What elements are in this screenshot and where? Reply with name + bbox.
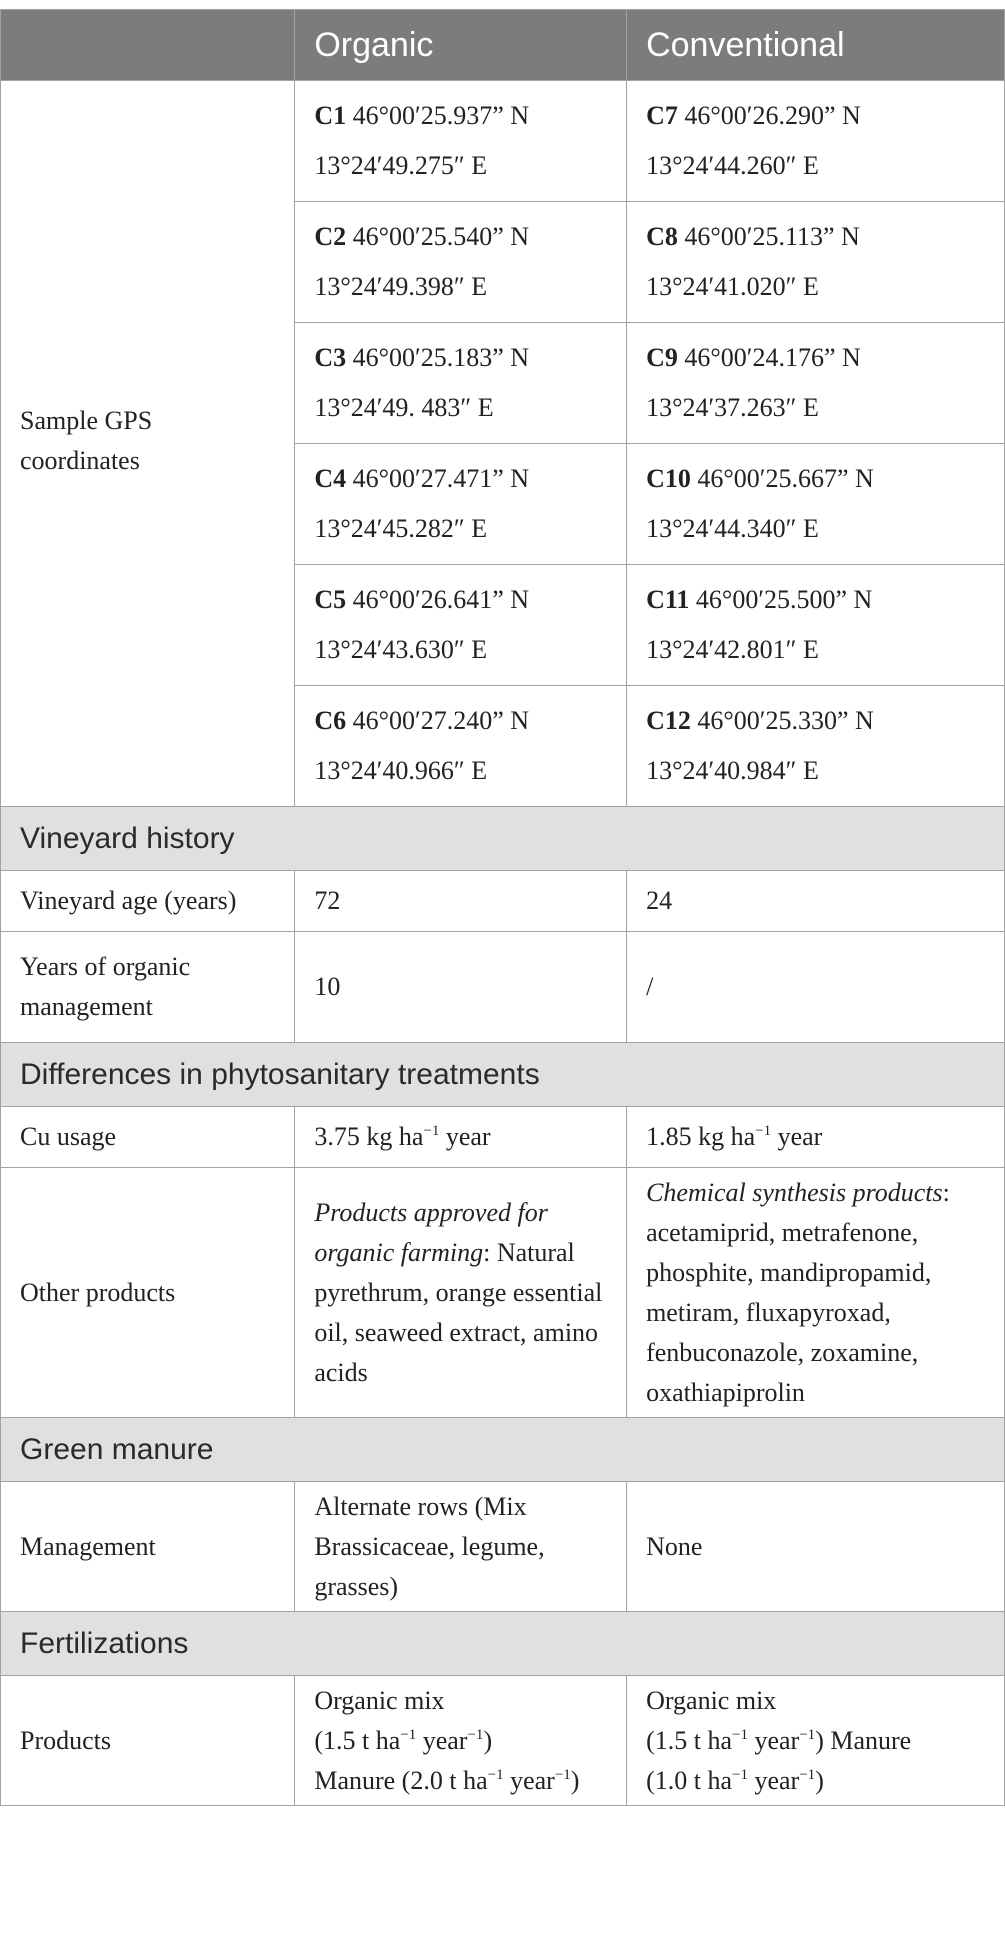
longitude: 13°24′42.801″ E bbox=[646, 635, 819, 664]
conventional-value bbox=[627, 1168, 1005, 1418]
management-row bbox=[1, 1482, 1005, 1612]
row-label: Products bbox=[1, 1676, 295, 1806]
longitude: 13°24′45.282″ E bbox=[314, 514, 488, 543]
rate: (1.5 t ha bbox=[314, 1725, 401, 1755]
product-list: : acetamiprid, metrafenone, phosphite, mandipropamid, metiram, fluxapyroxad, fenbuconazole, zoxamine, oxathiapiprolin bbox=[646, 1177, 950, 1407]
section-title: Fertilizations bbox=[1, 1612, 1005, 1676]
exponent: −1 bbox=[732, 1766, 748, 1783]
sample-code: C9 bbox=[646, 343, 678, 372]
latitude: 46°00′24.176” N bbox=[684, 343, 861, 372]
latitude: 46°00′25.540” N bbox=[352, 222, 530, 251]
exponent: −1 bbox=[554, 1766, 571, 1783]
latitude: 46°00′27.471” N bbox=[352, 464, 530, 493]
section-green-manure bbox=[1, 1418, 1005, 1482]
header-conventional: Conventional bbox=[627, 10, 1005, 81]
italic-lead: Chemical synthesis products bbox=[646, 1177, 943, 1207]
section-title: Green manure bbox=[1, 1418, 1005, 1482]
gps-conventional-cell bbox=[627, 444, 1005, 565]
unit: year bbox=[771, 1122, 823, 1151]
exponent: −1 bbox=[799, 1766, 816, 1783]
other-products-row bbox=[1, 1168, 1005, 1418]
gps-organic-cell bbox=[295, 81, 627, 202]
organic-value: 72 bbox=[295, 871, 627, 932]
exponent: −1 bbox=[799, 1726, 816, 1743]
row-label: Vineyard age (years) bbox=[1, 871, 295, 932]
unit: year bbox=[503, 1765, 555, 1795]
paren: ) bbox=[483, 1725, 493, 1755]
gps-organic-cell bbox=[295, 686, 627, 807]
products-row bbox=[1, 1676, 1005, 1806]
sample-code: C1 bbox=[314, 101, 347, 130]
exponent: −1 bbox=[755, 1123, 772, 1139]
latitude: 46°00′26.290” N bbox=[684, 101, 861, 130]
gps-organic-cell bbox=[295, 444, 627, 565]
header-empty-cell bbox=[1, 10, 295, 81]
conventional-value: 24 bbox=[627, 871, 1005, 932]
section-vineyard-history bbox=[1, 807, 1005, 871]
longitude: 13°24′49.398″ E bbox=[314, 272, 488, 301]
product-list: : Natural pyrethrum, orange essential oil, seaweed extract, amino acids bbox=[314, 1237, 603, 1387]
sample-code: C6 bbox=[314, 706, 347, 735]
section-title: Vineyard history bbox=[1, 807, 1005, 871]
header-row bbox=[1, 10, 1005, 81]
latitude: 46°00′26.641” N bbox=[352, 585, 530, 614]
vineyard-comparison-table bbox=[0, 9, 1005, 1806]
exponent: −1 bbox=[467, 1726, 484, 1743]
latitude: 46°00′25.667” N bbox=[697, 464, 874, 493]
gps-conventional-cell bbox=[627, 202, 1005, 323]
sample-code: C5 bbox=[314, 585, 347, 614]
unit: year bbox=[747, 1725, 800, 1755]
longitude: 13°24′41.020″ E bbox=[646, 272, 819, 301]
gps-conventional-cell bbox=[627, 323, 1005, 444]
paren: ) bbox=[570, 1765, 580, 1795]
gps-conventional-cell bbox=[627, 81, 1005, 202]
sample-code: C10 bbox=[646, 464, 691, 493]
gps-organic-cell bbox=[295, 323, 627, 444]
section-phytosanitary bbox=[1, 1043, 1005, 1107]
organic-value bbox=[295, 1676, 627, 1806]
paren: ) bbox=[815, 1725, 824, 1755]
latitude: 46°00′25.113” N bbox=[684, 222, 860, 251]
sample-code: C2 bbox=[314, 222, 347, 251]
mix-label: Organic mix bbox=[646, 1685, 777, 1715]
manure-rate: Manure (2.0 t ha bbox=[314, 1765, 488, 1795]
unit: year bbox=[416, 1725, 468, 1755]
organic-value bbox=[295, 1107, 627, 1168]
exponent: −1 bbox=[400, 1726, 417, 1743]
rate: (1.5 t ha bbox=[646, 1725, 732, 1755]
organic-value: Alternate rows (Mix Brassicaceae, legume, grasses) bbox=[295, 1482, 627, 1612]
unit: year bbox=[439, 1122, 491, 1151]
exponent: −1 bbox=[732, 1726, 748, 1743]
organic-value: 10 bbox=[295, 932, 627, 1043]
organic-years-row bbox=[1, 932, 1005, 1043]
italic-lead: Products approved for organic farming bbox=[314, 1197, 548, 1267]
conventional-value: None bbox=[627, 1482, 1005, 1612]
latitude: 46°00′27.240” N bbox=[352, 706, 530, 735]
section-title: Differences in phytosanitary treatments bbox=[1, 1043, 1005, 1107]
row-label: Other products bbox=[1, 1168, 295, 1418]
sample-code: C8 bbox=[646, 222, 678, 251]
gps-organic-cell bbox=[295, 565, 627, 686]
conventional-value: / bbox=[627, 932, 1005, 1043]
latitude: 46°00′25.330” N bbox=[697, 706, 874, 735]
conventional-value bbox=[627, 1676, 1005, 1806]
row-label: Cu usage bbox=[1, 1107, 295, 1168]
longitude: 13°24′40.966″ E bbox=[314, 756, 488, 785]
longitude: 13°24′49. 483″ E bbox=[314, 393, 494, 422]
sample-code: C7 bbox=[646, 101, 678, 130]
organic-value bbox=[295, 1168, 627, 1418]
longitude: 13°24′44.340″ E bbox=[646, 514, 819, 543]
unit: year bbox=[747, 1765, 800, 1795]
latitude: 46°00′25.937” N bbox=[352, 101, 530, 130]
gps-row-1 bbox=[1, 81, 1005, 202]
manure-label: Manure bbox=[823, 1725, 912, 1755]
vineyard-age-row bbox=[1, 871, 1005, 932]
latitude: 46°00′25.500” N bbox=[695, 585, 873, 614]
gps-conventional-cell bbox=[627, 565, 1005, 686]
conventional-value bbox=[627, 1107, 1005, 1168]
section-fertilizations bbox=[1, 1612, 1005, 1676]
mix-label: Organic mix bbox=[314, 1685, 445, 1715]
row-label bbox=[1, 932, 295, 1043]
gps-conventional-cell bbox=[627, 686, 1005, 807]
exponent: −1 bbox=[487, 1766, 504, 1783]
cu-amount: 3.75 kg ha bbox=[314, 1122, 424, 1151]
paren: ) bbox=[815, 1765, 824, 1795]
manure-rate: (1.0 t ha bbox=[646, 1765, 732, 1795]
sample-code: C11 bbox=[646, 585, 690, 614]
header-organic: Organic bbox=[295, 10, 627, 81]
sample-code: C4 bbox=[314, 464, 347, 493]
sample-code: C3 bbox=[314, 343, 347, 372]
cu-amount: 1.85 kg ha bbox=[646, 1122, 756, 1151]
longitude: 13°24′49.275″ E bbox=[314, 151, 488, 180]
gps-organic-cell bbox=[295, 202, 627, 323]
longitude: 13°24′44.260″ E bbox=[646, 151, 819, 180]
gps-label-text: Sample GPS coordinates bbox=[20, 406, 153, 475]
row-label: Management bbox=[1, 1482, 295, 1612]
latitude: 46°00′25.183” N bbox=[352, 343, 530, 372]
longitude: 13°24′40.984″ E bbox=[646, 756, 819, 785]
exponent: −1 bbox=[423, 1123, 440, 1139]
gps-label bbox=[1, 81, 295, 807]
longitude: 13°24′37.263″ E bbox=[646, 393, 819, 422]
sample-code: C12 bbox=[646, 706, 691, 735]
cu-usage-row bbox=[1, 1107, 1005, 1168]
longitude: 13°24′43.630″ E bbox=[314, 635, 488, 664]
row-label-text: Years of organic management bbox=[20, 952, 191, 1021]
